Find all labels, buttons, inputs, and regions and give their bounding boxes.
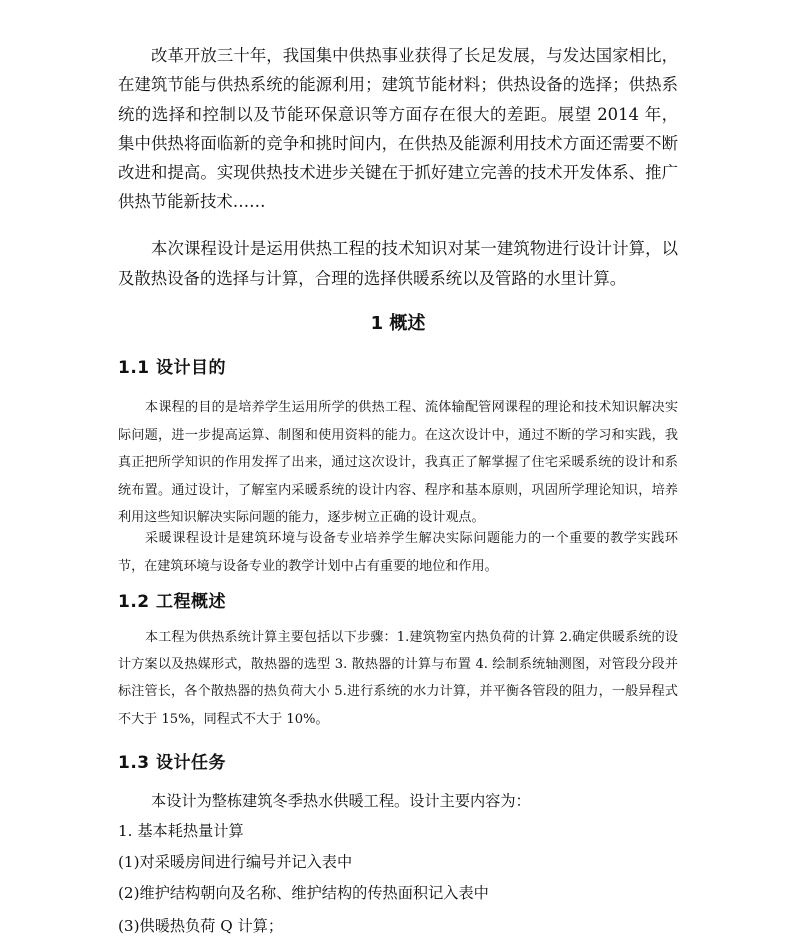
section-1-1-paragraph-1: 本课程的目的是培养学生运用所学的供热工程、流体输配管网课程的理论和技术知识解决实际问题，进一步提高运算、制图和使用资料的能力。在这次设计中，通过不断的学习和实践，我真正把所学知识的作用发挥了出来，通过这次设计，我真正了解掌握了住宅采暖系统的设计和系统布置。通过设计，了解室内采暖系统的设计内容、程序和基本原则，巩固所学理论知识，培养利用这些知识解决实际问题的能力，逐步树立正确的设计观点。	[118, 400, 678, 525]
section-1-2-paragraph: 本工程为供热系统计算主要包括以下步骤：1.建筑物室内热负荷的计算 2.确定供暖系统的设计方案以及热媒形式，散热器的选型 3. 散热器的计算与布置 4. 绘制系统轴测图，对管段分段并标注管长，各个散热器的热负荷大小 5.进行系统的水力计算，并平衡各管段的阻力，一般异程式不大于 15%，同程式不大于 10%。	[118, 630, 678, 727]
intro-paragraph-1: 改革开放三十年，我国集中供热事业获得了长足发展，与发达国家相比，在建筑节能与供热系统的能源利用；建筑节能材料；供热设备的选择；供热系统的选择和控制以及节能环保意识等方面存在很大的差距。展望 2014 年，集中供热将面临新的竞争和挑时间内，在供热及能源利用技术方面还需要不断改进和提高。实现供热技术进步关键在于抓好建立完善的技术开发体系、推广供热节能新技术……	[118, 46, 678, 212]
section-heading-1-1: 1.1 设计目的	[118, 358, 227, 378]
section-1-3-line-3: (1)对采暖房间进行编号并记入表中	[118, 853, 353, 871]
section-heading-1-3: 1.3 设计任务	[118, 753, 227, 773]
section-1-3-line-1: 本设计为整栋建筑冬季热水供暖工程。设计主要内容为：	[151, 792, 531, 810]
section-heading-1-2: 1.2 工程概述	[118, 592, 227, 612]
intro-paragraph-2: 本次课程设计是运用供热工程的技术知识对某一建筑物进行设计计算，以及散热设备的选择与计算，合理的选择供暖系统以及管路的水里计算。	[118, 239, 678, 288]
section-1-3-line-4: (2)维护结构朝向及名称、维护结构的传热面积记入表中	[118, 884, 489, 902]
section-1-3-line-2: 1. 基本耗热量计算	[118, 822, 244, 840]
section-1-3-line-5: (3)供暖热负荷 Q 计算；	[118, 917, 284, 935]
section-1-1-paragraph-2: 采暖课程设计是建筑环境与设备专业培养学生解决实际问题能力的一个重要的教学实践环节，在建筑环境与设备专业的教学计划中占有重要的地位和作用。	[118, 531, 678, 574]
chapter-title: 1 概述	[370, 313, 426, 334]
